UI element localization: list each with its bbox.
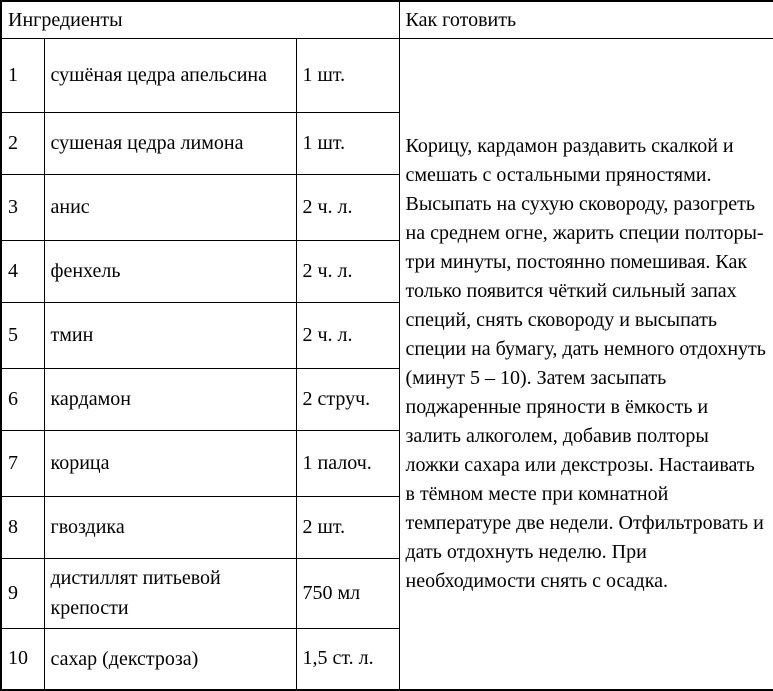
ingredient-name: дистиллят питьевой крепости <box>44 558 296 628</box>
table-header-row <box>1 1 773 38</box>
ingredient-name: анис <box>44 174 296 240</box>
instructions-header: Как готовить <box>399 1 773 38</box>
ingredient-name: сушеная цедра лимона <box>44 112 296 174</box>
ingredient-qty: 1 шт. <box>296 112 399 174</box>
ingredient-qty: 2 ч. л. <box>296 240 399 302</box>
ingredient-name: тмин <box>44 302 296 368</box>
ingredient-number: 1 <box>1 38 44 112</box>
ingredient-row-1 <box>1 38 773 112</box>
ingredient-name: сахар (декстроза) <box>44 628 296 690</box>
ingredients-header: Ингредиенты <box>1 1 399 38</box>
instructions-text: Корицу, кардамон раздавить скалкой и смешать с остальными пряностями. Высыпать на сухую сковороду, разогреть на среднем огне, жарить специи полторы-три минуты, постоянно помешивая. Как только появится чёткий сильный запах специй, снять сковороду и высыпать специи на бумагу, дать немного отдохнуть (минут 5 – 10). Затем засыпать поджаренные пряности в ёмкость и залить алкоголем, добавив полторы ложки сахара или декстрозы. Настаивать в тёмном месте при комнатной температуре две недели. Отфильтровать и дать отдохнуть неделю. При необходимости снять с осадка. <box>399 38 773 690</box>
ingredient-qty: 1 шт. <box>296 38 399 112</box>
ingredient-name: фенхель <box>44 240 296 302</box>
ingredient-qty: 2 шт. <box>296 496 399 558</box>
ingredient-name: корица <box>44 430 296 496</box>
ingredient-number: 6 <box>1 368 44 430</box>
ingredient-number: 10 <box>1 628 44 690</box>
ingredient-qty: 1,5 ст. л. <box>296 628 399 690</box>
ingredient-number: 5 <box>1 302 44 368</box>
ingredient-qty: 1 палоч. <box>296 430 399 496</box>
ingredient-qty: 2 ч. л. <box>296 302 399 368</box>
ingredient-qty: 2 ч. л. <box>296 174 399 240</box>
ingredient-number: 9 <box>1 558 44 628</box>
ingredient-number: 4 <box>1 240 44 302</box>
ingredient-name: гвоздика <box>44 496 296 558</box>
ingredient-qty: 2 струч. <box>296 368 399 430</box>
ingredient-qty: 750 мл <box>296 558 399 628</box>
ingredient-number: 2 <box>1 112 44 174</box>
ingredient-number: 7 <box>1 430 44 496</box>
ingredient-number: 8 <box>1 496 44 558</box>
ingredient-name: сушёная цедра апельсина <box>44 38 296 112</box>
ingredient-number: 3 <box>1 174 44 240</box>
ingredient-name: кардамон <box>44 368 296 430</box>
